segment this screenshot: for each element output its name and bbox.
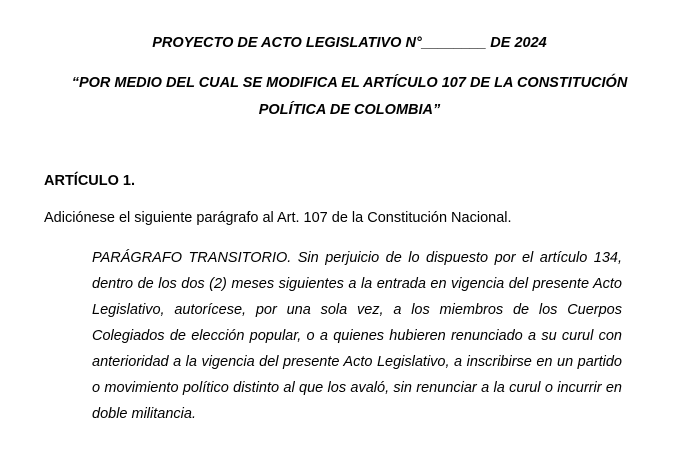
document-subtitle: “POR MEDIO DEL CUAL SE MODIFICA EL ARTÍCULO 107 DE LA CONSTITUCIÓN POLÍTICA DE COLOMBIA” <box>71 75 628 118</box>
article-intro: Adiciónese el siguiente parágrafo al Art. 107 de la Constitución Nacional. <box>44 210 512 226</box>
article-heading: ARTÍCULO 1. <box>44 173 136 189</box>
document-title: PROYECTO DE ACTO LEGISLATIVO N°________ DE 2024 <box>152 35 547 51</box>
transitory-paragraph: PARÁGRAFO TRANSITORIO. Sin perjuicio de lo dispuesto por el artículo 134, dentro de los dos (2) meses siguientes a la entrada en vigencia del presente Acto Legislativo, autorícese, por una sola vez, a los miembros de los Cuerpos Colegiados de elección popular, o a quienes hubieren renunciado a su curul con anterioridad a la vigencia del presente Acto Legislativo, a inscribirse en un partido o movimiento político distinto al que los avaló, sin renunciar a la curul o incurrir en doble militancia. <box>92 250 622 422</box>
